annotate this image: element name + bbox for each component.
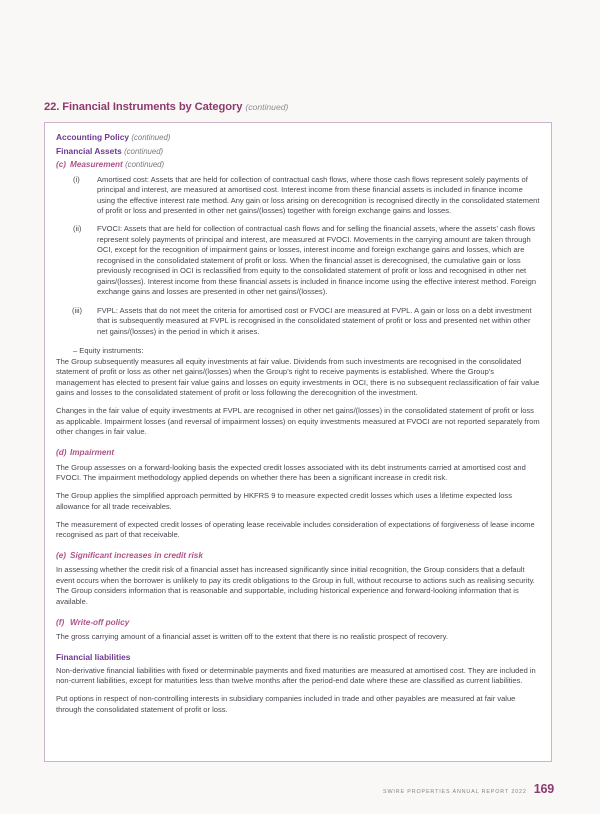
subsection-write-off-index: (f) bbox=[56, 617, 65, 627]
subsection-impairment-index: (d) bbox=[56, 448, 67, 458]
financial-assets-label: Financial Assets bbox=[56, 145, 122, 156]
measurement-roman-list bbox=[56, 175, 540, 338]
footer-publication-label: SWIRE PROPERTIES ANNUAL REPORT 2022 bbox=[383, 789, 527, 795]
write-off-paragraph-1: The gross carrying amount of a financial asset is written off to the extent that there is no realistic prospect of recovery. bbox=[56, 632, 448, 641]
equity-paragraph-1: The Group subsequently measures all equity investments at fair value. Dividends from such investments are recognised in the consolidated statement of profit or loss as other net gains/(losses) when the Group’s right to receive payments is established. Where the Group’s management has elected to present fair value gains and losses on equity investments in OCI, there is no subsequent reclassification of fair value gains and losses to the consolidated statement of profit or loss following the derecognition of the investment. bbox=[56, 356, 540, 398]
financial-liabilities-paragraph-2: Put options in respect of non-controlling interests in subsidiary companies included in trade and other payables are measured at fair value through the consolidated statement of profit or loss. bbox=[56, 694, 516, 714]
financial-liabilities-heading: Financial liabilities bbox=[56, 651, 131, 662]
subsection-credit-risk-heading bbox=[56, 550, 540, 562]
accounting-policy-label: Accounting Policy bbox=[56, 132, 130, 142]
section-continued-label: (continued) bbox=[245, 102, 289, 112]
equity-instruments-heading: – Equity instruments: bbox=[73, 346, 144, 356]
impairment-paragraph-3: The measurement of expected credit losses of operating lease receivable includes consideration of expectations of forgiveness of lease income recognised as part of that receivable. bbox=[56, 519, 535, 540]
accounting-policy-continued: (continued) bbox=[131, 133, 171, 142]
list-item-marker: (ii) bbox=[73, 224, 82, 234]
impairment-paragraph-2: The Group applies the simplified approach permitted by HKFRS 9 to measure expected credit losses which uses a lifetime expected loss allowance for all trade receivables. bbox=[56, 491, 512, 511]
subsection-measurement-heading bbox=[56, 159, 540, 171]
section-number: 22. bbox=[44, 101, 60, 113]
equity-paragraph-2: Changes in the fair value of equity investments at FVPL are recognised in other net gains/(losses) in the consolidated statement of profit or loss as applicable. Impairment losses (and reversal of impairment losses) on equity investments measured at FVOCI are not reported separately from other changes in fair value. bbox=[56, 406, 540, 437]
financial-assets-continued: (continued) bbox=[124, 146, 164, 156]
impairment-paragraph-1: The Group assesses on a forward-looking basis the expected credit losses associated with its debt instruments carried at amortised cost and FVOCI. The impairment methodology applied depends on whether there has been a significant increase in credit risk. bbox=[56, 462, 526, 483]
list-item bbox=[73, 175, 540, 217]
section-title-text: Financial Instruments by Category bbox=[62, 101, 243, 113]
subsection-measurement-continued: (continued) bbox=[125, 160, 165, 169]
subsection-impairment-heading bbox=[56, 447, 540, 459]
list-item-text: FVOCI: Assets that are held for collection of contractual cash flows and for selling the financial assets, where the assets’ cash flows represent solely payments of principal and interest, are measured at FVOCI. Movements in the carrying amount are taken through OCI, except for the recognition of impairment gains or losses, interest income and foreign exchange gains and losses, which are recognised in the consolidated statement of profit or loss. When the financial asset is derecognised, the cumulative gain or loss previously recognised in OCI is reclassified from equity to the consolidated statement of profit or loss and recognised in other net gains/(losses). Interest income from these financial assets is included in finance income using the effective interest method. Foreign exchange gains and losses are presented in other net gains/(losses). bbox=[97, 224, 537, 297]
list-item-marker: (i) bbox=[73, 174, 80, 184]
financial-liabilities-paragraph-1: Non-derivative financial liabilities with fixed or determinable payments and fixed maturities are measured at amortised cost. They are included in non-current liabilities, except for maturities less than twelve months after the period-end date where these are classified as current liabilities. bbox=[56, 665, 536, 686]
subsection-measurement-index: (c) bbox=[56, 160, 67, 169]
credit-risk-paragraph-1: In assessing whether the credit risk of a financial asset has increased significantly since initial recognition, the Group considers that a default event occurs when the borrower is unlikely to pay its credit obligations to the Group in full, without recourse to actions such as realising security. The Group considers information that is reasonable and supportable, including historical experience and forward-looking information that is available. bbox=[56, 565, 535, 606]
list-item-text: FVPL: Assets that do not meet the criteria for amortised cost or FVOCI are measured at FVPL. A gain or loss on a debt investment that is subsequently measured at FVPL is recognised in the consolidated statement of profit or loss and presented net within other net gains/(losses) in the period in which it arises. bbox=[97, 305, 532, 336]
accounting-policy-box bbox=[44, 122, 552, 762]
list-item bbox=[73, 224, 540, 298]
page-title bbox=[44, 101, 288, 113]
subsection-write-off-heading bbox=[56, 617, 540, 629]
subsection-impairment-label: Impairment bbox=[70, 448, 115, 458]
list-item-marker: (iii) bbox=[72, 305, 83, 315]
subsection-measurement-label: Measurement bbox=[70, 160, 123, 169]
accounting-policy-heading bbox=[56, 132, 540, 143]
list-item-text: Amortised cost: Assets that are held for collection of contractual cash flows, where those cash flows represent solely payments of principal and interest, are measured at amortised cost. Interest income from these financial assets is included in finance income using the effective interest rate method. Any gain or loss arising on derecognition is recognised directly in the consolidated statement of profit or loss and presented in other net gains/(losses) together with foreign exchange gains and losses. bbox=[97, 174, 540, 216]
subsection-write-off-label: Write-off policy bbox=[70, 617, 130, 627]
footer-page-number: 169 bbox=[533, 782, 554, 796]
subsection-credit-risk-label: Significant increases in credit risk bbox=[70, 550, 203, 560]
subsection-credit-risk-index: (e) bbox=[56, 550, 67, 560]
financial-assets-heading bbox=[56, 146, 540, 157]
list-item bbox=[73, 306, 540, 338]
page-footer bbox=[383, 782, 554, 796]
